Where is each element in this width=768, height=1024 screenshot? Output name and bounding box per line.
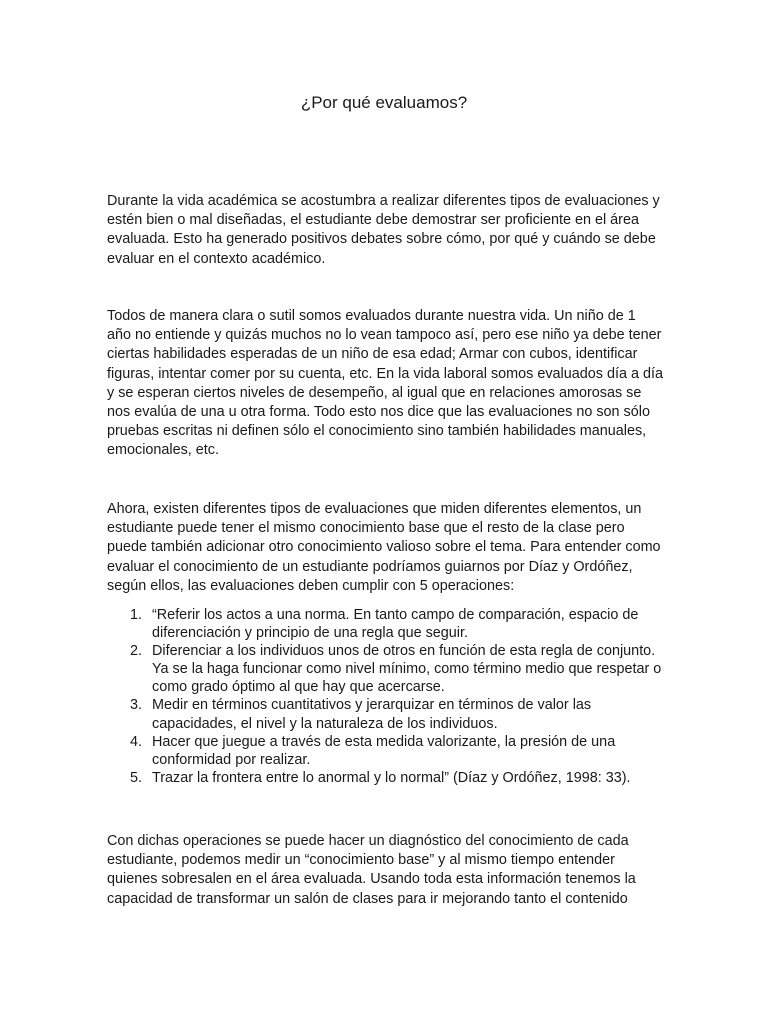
list-item	[107, 769, 663, 787]
paragraph-intro: Durante la vida académica se acostumbra a realizar diferentes tipos de evaluaciones y estén bien o mal diseñadas, el estudiante debe demostrar ser proficiente en el área evaluada. Esto ha generado positivos debates sobre cómo, por qué y cuándo se debe evaluar en el contexto académico.	[107, 193, 660, 267]
list-item-text: Trazar la frontera entre lo anormal y lo normal” (Díaz y Ordóñez, 1998: 33).	[152, 769, 631, 786]
list-item	[107, 642, 663, 696]
paragraph-conclusion: Con dichas operaciones se puede hacer un diagnóstico del conocimiento de cada estudiante, podemos medir un “conocimiento base” y al mismo tiempo entender quienes sobresalen en el área evaluada. Usando toda esta información tenemos la capacidad de transformar un salón de clases para ir mejorando tanto el contenido	[107, 833, 636, 907]
operations-list	[107, 606, 663, 787]
list-item	[107, 733, 663, 769]
list-item-text: Medir en términos cuantitativos y jerarquizar en términos de valor las capacidades, el nivel y la naturaleza de los individuos.	[152, 697, 592, 732]
list-item-number: 2.	[130, 643, 143, 660]
list-item-text: Diferenciar a los individuos unos de otros en función de esta regla de conjunto. Ya se la haga funcionar como nivel mínimo, como término medio que respetar o como grado óptimo al que hay que acercarse.	[152, 643, 662, 696]
list-item-text: Hacer que juegue a través de esta medida valorizante, la presión de una conformidad por realizar.	[152, 733, 616, 768]
paragraph-evaluated-life: Todos de manera clara o sutil somos evaluados durante nuestra vida. Un niño de 1 año no entiende y quizás muchos no lo vean tampoco así, pero ese niño ya debe tener ciertas habilidades esperadas de un niño de esa edad; Armar con cubos, identificar figuras, intentar comer por su cuenta, etc. En la vida laboral somos evaluados día a día y se esperan ciertos niveles de desempeño, al igual que en relaciones amorosas se nos evalúa de una u otra forma. Todo esto nos dice que las evaluaciones no son sólo pruebas escritas ni definen sólo el conocimiento sino también habilidades manuales, emocionales, etc.	[107, 308, 663, 459]
list-item-number: 1.	[130, 607, 143, 623]
paragraph-types-of-evaluation: Ahora, existen diferentes tipos de evaluaciones que miden diferentes elementos, un estudiante puede tener el mismo conocimiento base que el resto de la clase pero puede también adicionar otro conocimiento valioso sobre el tema. Para entender como evaluar el conocimiento de un estudiante podríamos guiarnos por Díaz y Ordóñez, según ellos, las evaluaciones deben cumplir con 5 operaciones:	[107, 501, 661, 594]
document-title: ¿Por qué evaluamos?	[300, 93, 468, 112]
list-item-number: 3.	[130, 697, 143, 714]
list-item-text: “Referir los actos a una norma. En tanto campo de comparación, espacio de diferenciación y principio de una regla que seguir.	[152, 607, 639, 642]
list-item-number: 5.	[130, 769, 143, 786]
list-item	[107, 696, 663, 732]
list-item	[107, 606, 663, 642]
list-item-number: 4.	[130, 733, 143, 750]
